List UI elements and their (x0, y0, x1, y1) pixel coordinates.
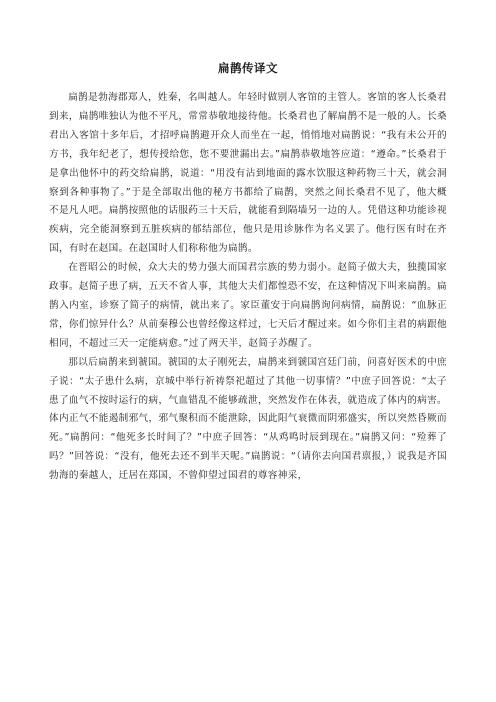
document-title: 扁鹊传译文 (218, 61, 278, 75)
paragraph-2: 在晋昭公的时候，众大夫的势力强大而国君宗族的势力弱小。赵简子做大夫，独揽国家政事。赵简子患了病，五天不省人事，其他大夫们都惶恐不安，在这种情况下叫来扁鹊。扁鹊入内室，诊察了简子的病情，就出来了。家臣董安于向扁鹊询问病情，扁鹊说：“血脉正常，你们惊异什么？从前秦穆公也曾经像这样过，七天后才醒过来。如今你们主君的病跟他相同，不超过三天一定能病愈。”过了两天半，赵简子苏醒了。 (49, 262, 447, 349)
paragraph-3: 那以后扁鹊来到虢国。虢国的太子刚死去，扁鹊来到虢国宫廷门前，问喜好医术的中庶子说：“太子患什么病，京城中举行祈祷祭祀超过了其他一切事情？”中庶子回答说：“太子患了血气不按时运行的病，气血错乱不能够疏泄，突然发作在体表，就造成了体内的病害。体内正气不能遏制邪气，邪气聚积而不能泄除，因此阳气衰微而阴邪盛实，所以突然昏厥而死。”扁鹊问：“他死多长时间了？”中庶子回答：“从鸡鸣时辰到现在。”扁鹊又问：“殓葬了吗？”回答说：“没有，他死去还不到半天呢。”扁鹊说：“（请你去向国君禀报，）说我是齐国勃海的秦越人，迁居在郑国，不曾仰望过国君的尊容神采， (49, 356, 447, 482)
document-body (49, 89, 447, 486)
paragraph-1: 扁鹊是勃海郡郑人，姓秦，名叫越人。年轻时做别人客馆的主管人。客馆的客人长桑君到来，扁鹊唯独认为他不平凡，常常恭敬地接待他。长桑君也了解扁鹊不是一般的人。长桑君出入客馆十多年后，才招呼扁鹊避开众人而坐在一起，悄悄地对扁鹊说：“我有未公开的方书，我年纪老了，想传授给您，您不要泄漏出去。”扁鹊恭敬地答应道：“遵命。”长桑君于是拿出他怀中的药交给扁鹊，说道：“用没有沾到地面的露水饮服这种药物三十天，就会洞察到各种事物了。”于是全部取出他的秘方书都给了扁鹊，突然之间长桑君不见了，他大概不是凡人吧。扁鹊按照他的话服药三十天后，就能看到隔墙另一边的人。凭借这种功能诊视疾病，完全能洞察到五脏疾病的郁结部位，他只是用诊脉作为名义罢了。他行医有时在齐国，有时在赵国。在赵国时人们称称他为扁鹊。 (49, 92, 447, 255)
document-page (49, 0, 447, 486)
